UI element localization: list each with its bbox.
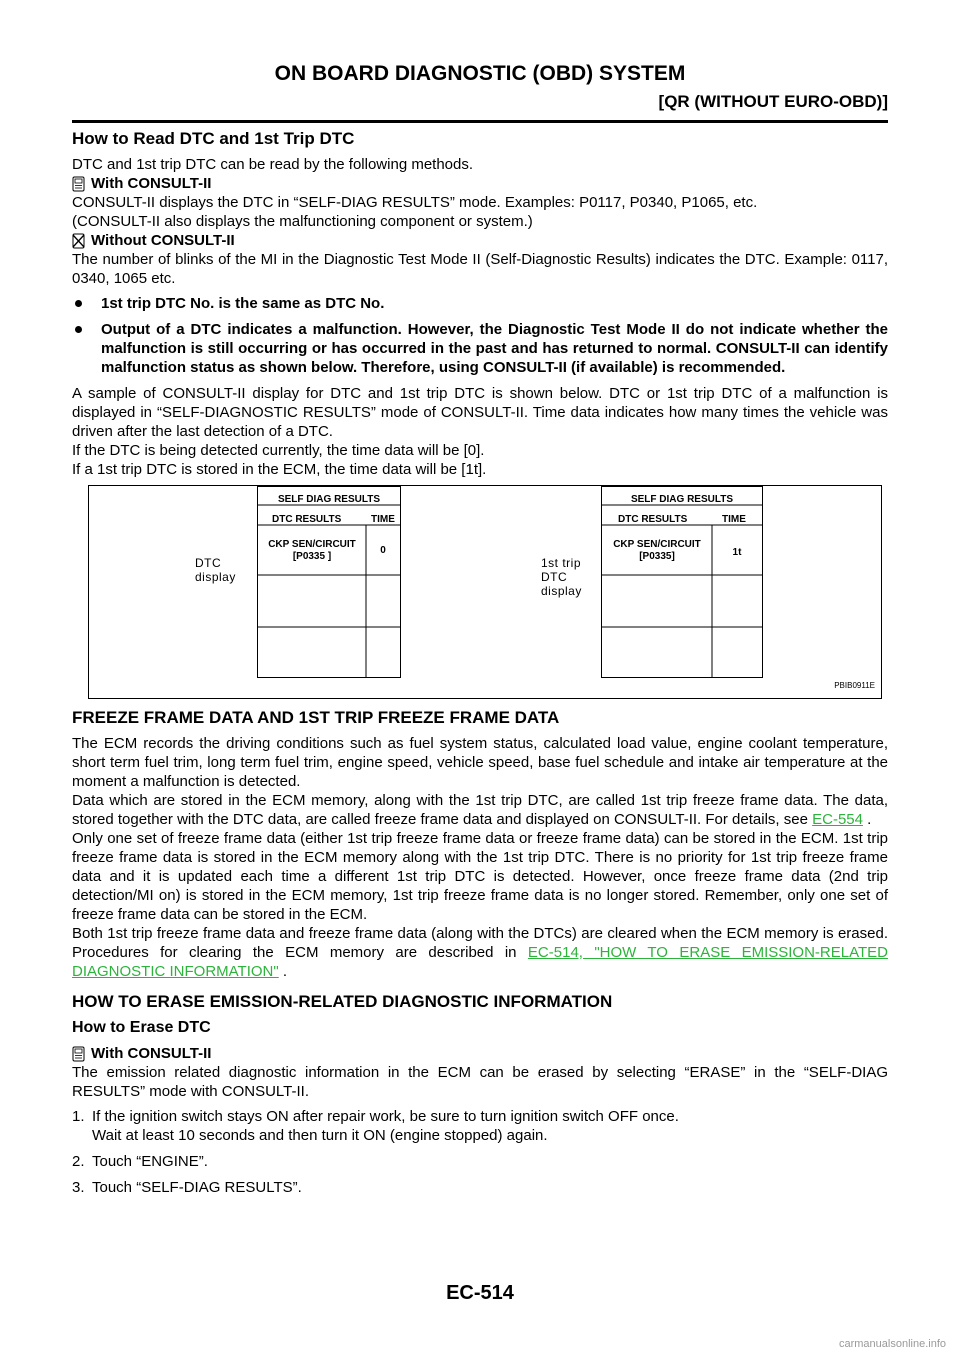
para-text: . (862, 811, 872, 828)
dtc-item-name: CKP SEN/CIRCUIT (268, 539, 356, 550)
with-consult-line2: (CONSULT-II also displays the malfunctioning component or system.) (72, 213, 533, 230)
dtc-time-value: 1t (732, 547, 742, 558)
sample-text: A sample of CONSULT-II display for DTC and 1st trip DTC is shown below. DTC or 1st trip DTC of a malfunction is displayed in “SELF-DIAGNOSTIC RESULTS” mode of CONSULT-II. Time data indicates how many times the vehicle was driven after the last detection of a DTC. (72, 385, 888, 440)
with-consult-line1: CONSULT-II displays the DTC in “SELF-DIAG RESULTS” mode. Examples: P0117, P0340, P1065, etc. (72, 194, 758, 211)
freeze-frame-para3: Only one set of freeze frame data (either 1st trip freeze frame data or freeze frame data) can be stored in the ECM. 1st trip freeze frame data is stored in the ECM memory along with the 1st trip DTC. There is no priority for 1st trip freeze frame data and it is updated each time a different 1st trip DTC is detected. However, once freeze frame data (2nd trip detection/MI on) is stored in the ECM memory, 1st trip freeze frame data is no longer stored. Remember, only one set of freeze frame data can be stored in the ECM. (72, 830, 888, 923)
no-consult-tool-icon (72, 233, 85, 249)
col-results: DTC RESULTS (618, 514, 688, 525)
stored-dtc-text: If a 1st trip DTC is stored in the ECM, the time data will be [1t]. (72, 461, 487, 478)
bullet-text: 1st trip DTC No. is the same as DTC No. (101, 295, 385, 312)
section-heading-erase: HOW TO ERASE EMISSION-RELATED DIAGNOSTIC INFORMATION (72, 992, 613, 1011)
screen-1st-trip-dtc (601, 486, 763, 678)
with-consult-label: With CONSULT-II (91, 1045, 212, 1062)
consult-tool-icon (72, 176, 85, 192)
screen-dtc (257, 486, 401, 678)
without-consult-text: The number of blinks of the MI in the Diagnostic Test Mode II (Self-Diagnostic Results) indicates the DTC. Example: 0117, 0340, 1065 etc. (72, 251, 888, 287)
figure-caption-right (541, 556, 582, 598)
caption-line: display (195, 570, 236, 584)
list-item (72, 1178, 888, 1197)
page-header-subtitle: [QR (WITHOUT EURO-OBD)] (658, 92, 888, 111)
caption-line: display (541, 584, 582, 598)
consult-display-figure (88, 485, 882, 699)
para-text: Data which are stored in the ECM memory, along with the 1st trip DTC, are called 1st trip freeze frame data. The data, stored together with the DTC data, are called freeze frame data and displayed on CONSULT-II. For details, see (72, 792, 888, 828)
link-ec-514-erase[interactable]: EC-514, "HOW TO ERASE EMISSION-RELATED DIAGNOSTIC INFORMATION" (72, 944, 888, 980)
para-text: . (278, 963, 288, 980)
col-results: DTC RESULTS (272, 514, 342, 525)
dtc-item-name: CKP SEN/CIRCUIT (613, 539, 701, 550)
with-consult-label: With CONSULT-II (91, 175, 212, 192)
page-content (72, 128, 888, 1204)
dtc-item-code: [P0335] (639, 551, 675, 562)
with-consult-heading (72, 174, 888, 193)
watermark: carmanualsonline.info (838, 1338, 946, 1350)
freeze-frame-para4 (72, 924, 888, 981)
erase-steps (72, 1107, 888, 1197)
screen-title: SELF DIAG RESULTS (630, 494, 734, 505)
erase-intro: The emission related diagnostic information in the ECM can be erased by selecting “ERASE” in the “SELF-DIAG RESULTS” mode with CONSULT-II. (72, 1064, 888, 1100)
notes-list (72, 294, 888, 377)
intro-text: DTC and 1st trip DTC can be read by the following methods. (72, 156, 474, 173)
step-number: 1. (72, 1108, 85, 1125)
step-number: 3. (72, 1179, 85, 1196)
section-heading-freeze-frame: FREEZE FRAME DATA AND 1ST TRIP FREEZE FRAME DATA (72, 708, 560, 727)
dtc-item-code: [P0335 ] (292, 551, 332, 562)
freeze-frame-para2 (72, 791, 888, 829)
list-item (72, 294, 888, 313)
section-heading-read-dtc: How to Read DTC and 1st Trip DTC (72, 129, 355, 148)
link-ec-554[interactable]: EC-554 (812, 811, 863, 828)
caption-line: DTC (541, 570, 568, 584)
step-text: Touch “SELF-DIAG RESULTS”. (92, 1179, 302, 1196)
header-rule (72, 120, 888, 123)
with-consult-heading-2 (72, 1044, 888, 1063)
current-dtc-text: If the DTC is being detected currently, the time data will be [0]. (72, 442, 485, 459)
consult-tool-icon (72, 1046, 85, 1062)
list-item (72, 1107, 888, 1145)
list-item (72, 320, 888, 377)
col-time: TIME (371, 514, 395, 525)
col-time: TIME (722, 514, 746, 525)
step-number: 2. (72, 1153, 85, 1170)
dtc-time-value: 0 (380, 545, 386, 556)
without-consult-label: Without CONSULT-II (91, 232, 235, 249)
figure-code: PBIB0911E (834, 681, 875, 690)
page-header-title: ON BOARD DIAGNOSTIC (OBD) SYSTEM (274, 62, 686, 85)
page-number: EC-514 (446, 1282, 514, 1304)
list-item (72, 1152, 888, 1171)
bullet-dot-icon (75, 326, 82, 333)
para-text: Both 1st trip freeze frame data and freeze frame data (along with the DTCs) are cleared when the ECM memory is erased. Procedures for clearing the ECM memory are described in (72, 925, 888, 961)
step-text: Touch “ENGINE”. (92, 1153, 208, 1170)
subheading-erase-dtc: How to Erase DTC (72, 1019, 211, 1036)
figure-caption-left (195, 556, 236, 584)
bullet-dot-icon (75, 300, 82, 307)
step-text: Wait at least 10 seconds and then turn it ON (engine stopped) again. (92, 1127, 548, 1144)
bullet-text: Output of a DTC indicates a malfunction. However, the Diagnostic Test Mode II do not indicate whether the malfunction is still occurring or has occurred in the past and has returned to normal. CONSULT-II can identify malfunction status as shown below. Therefore, using CONSULT-II (if available) is recommended. (101, 321, 888, 376)
step-text: If the ignition switch stays ON after repair work, be sure to turn ignition switch OFF once. (92, 1108, 679, 1125)
freeze-frame-para1: The ECM records the driving conditions such as fuel system status, calculated load value, engine coolant temperature, short term fuel trim, long term fuel trim, engine speed, vehicle speed, base fuel schedule and intake air temperature at the moment a malfunction is detected. (72, 735, 888, 790)
without-consult-heading (72, 231, 888, 250)
screen-title: SELF DIAG RESULTS (277, 494, 381, 505)
caption-line: DTC (195, 556, 222, 570)
caption-line: 1st trip (541, 556, 582, 570)
